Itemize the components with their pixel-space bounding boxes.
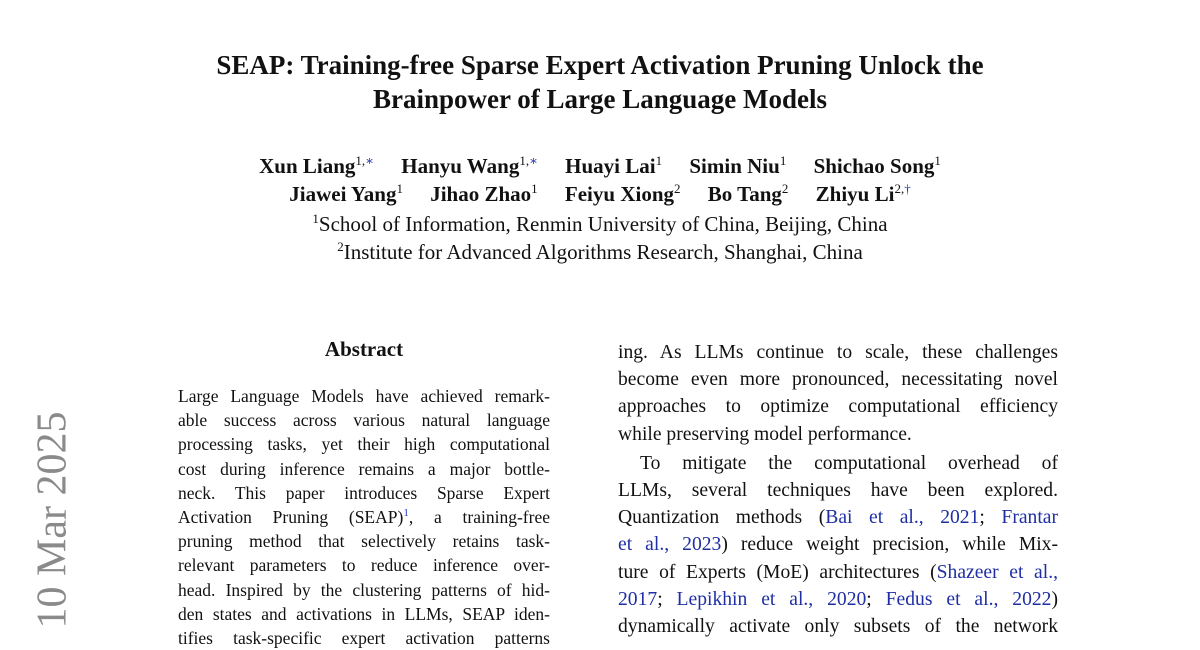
abstract-line: processing tasks, yet their high computational [178,434,550,455]
abstract-line: Large Language Models have achieved remark- [178,386,550,406]
author: Jihao Zhao$^1$ [430,181,538,206]
citation-link[interactable]: 2017 [618,588,658,610]
citation-link[interactable]: et al., 2023 [618,534,722,556]
citation-link[interactable]: Bai et al., 2021 [825,507,980,529]
author: Simin Niu$^1$ [689,153,787,178]
affiliations [0,210,1200,266]
citation-link[interactable]: Lepikhin et al., 2020 [676,588,867,610]
intro-column [618,339,1058,642]
affiliation: $^2$Institute for Advanced Algorithms Research, Shanghai, China [337,239,863,264]
arxiv-date-stamp [28,411,76,629]
author: Xun Liang$^{1,∗}$ [259,153,374,178]
author: Jiawei Yang$^1$ [289,181,403,206]
side-date-text: 10 Mar 2025 [29,411,76,629]
citation-link[interactable]: Frantar [1001,507,1059,529]
affiliation: $^1$School of Information, Renmin University of China, Beijing, China [312,211,888,236]
abstract-line: pruning method that selectively retains task- [178,531,550,552]
citation-link[interactable]: Fedus et al., 2022 [885,588,1052,610]
author-list [0,152,1200,208]
author: Bo Tang$^2$ [707,181,789,206]
abstract-line: able success across various natural language [178,410,550,431]
title-line-1: SEAP: Training-free Sparse Expert Activation Pruning Unlock the [216,50,984,80]
author: Shichao Song$^1$ [813,153,941,178]
intro-paragraph-2: To mitigate the computational overhead of LLMs, several techniques have been explored. Quantization methods (Bai et al., 2021; Frantar et al., 2023) reduce weight precision, while Mix- ture of Experts (MoE) architectures (Shazeer et al., 2017; Lepikhin et al., 2020; Fedus et al., 2022) dynamically activate only subsets of the network [618,452,1059,638]
abstract-line: den states and activations in LLMs, SEAP iden- [178,603,550,624]
intro-paragraph-1: ing. As LLMs continue to scale, these challenges become even more pronounced, necessitating novel approaches to optimize computational efficiency while preserving model performance. [618,342,1058,445]
footnote-link[interactable]: 1 [403,507,409,520]
abstract-line: neck. This paper introduces Sparse Expert [178,482,550,503]
abstract-line: head. Inspired by the clustering patterns of hid- [178,579,550,600]
abstract-line: relevant parameters to reduce inference over- [178,555,550,576]
paper-title [0,48,1200,116]
author: Hanyu Wang$^{1,∗}$ [401,153,538,178]
citation-link[interactable]: Shazeer et al., [936,561,1058,583]
title-line-2: Brainpower of Large Language Models [373,84,827,114]
author-row-2 [0,180,1200,208]
author: Zhiyu $Li^{2,\dagger}$ [815,181,911,206]
abstract-body [178,384,550,650]
author: Huayi Lai$^1$ [565,153,663,178]
abstract-line: tifies task-specific expert activation patterns [178,628,550,649]
abstract-line: Activation Pruning (SEAP)$^1$, a training-free [178,507,550,528]
abstract-line: cost during inference remains a major bottle- [178,458,550,479]
author: Feiyu Xiong$^2$ [564,181,681,206]
abstract-heading: Abstract [324,337,404,361]
author-row-1 [0,152,1200,180]
